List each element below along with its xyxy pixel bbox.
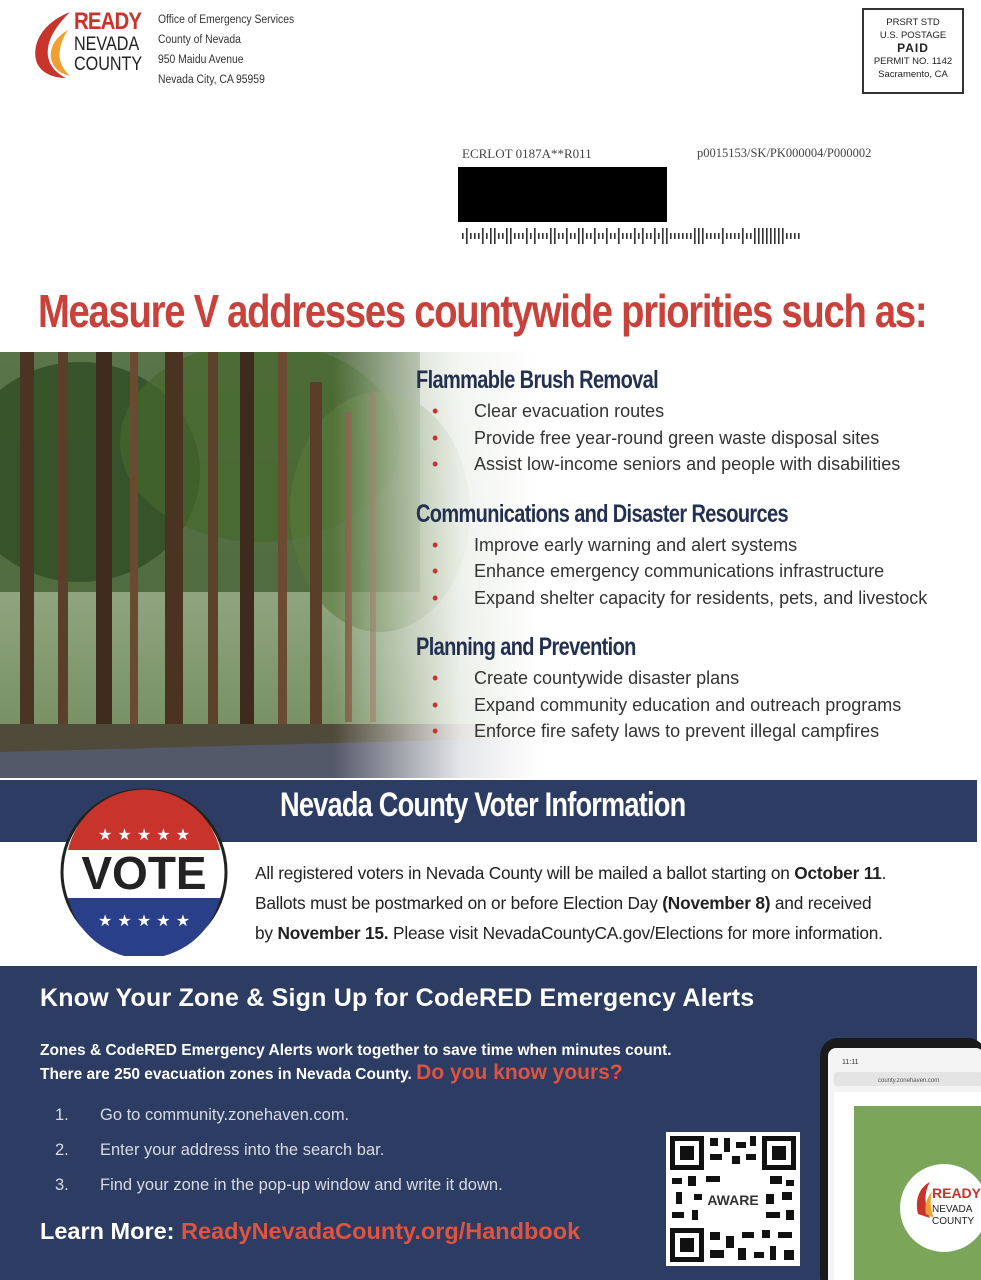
barcode-bar [490,228,492,244]
redacted-address-block [458,167,667,222]
voter-text-span: Please visit NevadaCountyCA.gov/Elections for more information. [388,923,883,943]
barcode-bar [570,233,572,239]
barcode-bar [630,233,632,239]
barcode-bar [718,233,720,239]
barcode-bar [642,228,644,244]
barcode-bar [694,228,696,244]
barcode-bar [626,233,628,239]
barcode-bar [690,233,692,239]
phone-logo-county: COUNTY [932,1216,975,1227]
bullet-icon: • [432,587,439,608]
bullet-icon: • [432,694,439,715]
list-item [432,532,981,559]
return-address-line: 950 Maidu Avenue [158,54,244,66]
list-item [432,425,981,452]
postage-line: PRSRT STD [886,17,940,28]
step-number: 2. [55,1141,69,1159]
barcode-bar [774,228,776,244]
barcode-bar [654,228,656,244]
priority-heading-communications: Communications and Disaster Resources [416,499,788,528]
phone-logo-nevada: NEVADA [932,1204,973,1215]
priority-heading-planning: Planning and Prevention [416,633,636,661]
barcode-bar [686,233,688,239]
barcode-bar [466,228,468,244]
barcode-bar [658,233,660,239]
barcode-bar [746,233,748,239]
step-item [55,1141,503,1176]
voter-info-title: Nevada County Voter Information [280,786,686,824]
bullet-icon: • [432,401,439,421]
barcode-bar [574,233,576,239]
list-item [432,585,981,612]
barcode-bar [542,233,544,239]
barcode-bar [578,228,580,244]
codered-title: Know Your Zone & Sign Up for CodeRED Emergency Alerts [40,984,755,1012]
voter-date-november-15: November 15. [277,923,389,943]
step-number: 3. [55,1176,69,1194]
logo-nevada-text: NEVADA [74,34,140,55]
voter-text-span: by [255,923,278,943]
step-item [55,1106,503,1141]
barcode-bar [514,233,516,239]
barcode-bar [778,228,780,244]
logo-ready-text: READY [74,8,142,35]
barcode-bar [786,233,788,239]
barcode-bar [798,233,800,239]
step-text: Enter your address into the search bar. [100,1141,385,1159]
barcode-bar [710,233,712,239]
barcode-bar [462,233,464,239]
bullet-icon: • [432,721,439,741]
barcode-bar [518,233,520,239]
handbook-link[interactable]: ReadyNevadaCounty.org/Handbook [181,1218,581,1244]
codered-steps [55,1106,503,1211]
barcode-bar [758,228,760,244]
barcode-bar [602,233,604,239]
barcode-bar [706,233,708,239]
list-item [432,398,981,425]
barcode-bar [566,228,568,244]
barcode-bar [674,233,676,239]
barcode-bar [622,233,624,239]
barcode-bar [678,233,680,239]
barcode-bar [478,233,480,239]
voter-text-span: Ballots must be postmarked on or before Election Day [255,893,663,913]
priority-items-planning [432,665,981,745]
list-item-text: Improve early warning and alert systems [474,534,798,555]
barcode-bar [554,228,556,244]
ready-nevada-county-logo [30,8,150,80]
priority-items-communications [432,532,981,612]
bullet-icon: • [432,668,439,688]
barcode-bar [502,233,504,239]
barcode-bar [494,228,496,244]
list-item-text: Enhance emergency communications infrastructure [474,561,885,581]
logo-county-text: COUNTY [74,54,143,75]
postal-barcode [462,228,802,244]
bullet-icon: • [432,454,439,474]
barcode-bar [770,228,772,244]
barcode-bar [530,233,532,239]
step-text: Find your zone in the pop-up window and write it down. [100,1176,503,1194]
barcode-bar [742,228,744,244]
bullet-icon: • [432,534,439,555]
barcode-bar [782,228,784,244]
barcode-bar [638,233,640,239]
postage-line: Sacramento, CA [878,69,948,80]
barcode-bar [646,233,648,239]
barcode-bar [590,233,592,239]
codered-zones-text: There are 250 evacuation zones in Nevada County. [40,1066,412,1083]
barcode-bar [550,228,552,244]
postage-indicia [862,8,964,94]
barcode-bar [594,228,596,244]
barcode-bar [538,233,540,239]
barcode-bar [766,228,768,244]
codered-intro-line: Zones & CodeRED Emergency Alerts work together to save time when minutes count. [40,1042,672,1059]
step-item [55,1176,503,1211]
barcode-bar [650,233,652,239]
list-item-text: Clear evacuation routes [474,401,665,421]
list-item-text: Enforce fire safety laws to prevent illegal campfires [474,721,880,741]
qr-code-icon[interactable] [666,1132,800,1266]
svg-text:★ ★ ★ ★ ★: ★ ★ ★ ★ ★ [97,911,191,930]
barcode-bar [546,233,548,239]
list-item-text: Assist low-income seniors and people with disabilities [474,454,901,474]
barcode-bar [738,233,740,239]
barcode-bar [634,228,636,244]
priority-heading-brush: Flammable Brush Removal [416,366,659,394]
barcode-bar [470,233,472,239]
barcode-bar [794,233,796,239]
headline: Measure V addresses countywide priorities such as: [38,285,927,337]
list-item [432,718,981,745]
return-address-line: Office of Emergency Services [158,14,295,26]
step-text: Go to community.zonehaven.com. [100,1106,350,1124]
barcode-bar [670,233,672,239]
return-address-line: Nevada City, CA 95959 [158,74,265,86]
list-item-text: Expand community education and outreach programs [474,694,902,715]
barcode-bar [682,233,684,239]
phone-url: county.zonehaven.com [878,1078,940,1084]
barcode-bar [606,228,608,244]
learn-more [40,1218,580,1245]
svg-text:★ ★ ★ ★ ★: ★ ★ ★ ★ ★ [97,825,191,844]
barcode-bar [510,228,512,244]
voter-text-span: All registered voters in Nevada County will be mailed a ballot starting on [255,863,795,883]
list-item [432,692,981,719]
list-item [432,558,981,585]
postage-paid: PAID [897,41,929,55]
codered-question: Do you know yours? [416,1061,623,1084]
barcode-bar [762,228,764,244]
step-number: 1. [55,1106,69,1124]
barcode-bar [726,233,728,239]
barcode-bar [582,228,584,244]
list-item [432,665,981,692]
barcode-bar [722,228,724,244]
list-item-text: Expand shelter capacity for residents, pets, and livestock [474,587,928,608]
voter-text-span: . [881,863,887,883]
list-item-text: Create countywide disaster plans [474,668,740,688]
barcode-bar [498,233,500,239]
qr-aware-label: AWARE [707,1192,759,1208]
barcode-bar [534,228,536,244]
bullet-icon: • [432,561,439,581]
priorities-list [416,366,981,767]
ecr-code: ECRLOT 0187A**R011 [462,146,592,161]
barcode-bar [586,233,588,239]
voter-date-november-8: (November 8) [662,893,771,913]
barcode-bar [482,228,484,244]
barcode-bar [562,233,564,239]
codered-intro-line [40,1062,672,1086]
barcode-bar [474,233,476,239]
barcode-bar [702,228,704,244]
postage-line: PERMIT NO. 1142 [873,56,953,67]
barcode-bar [734,233,736,239]
phone-time: 11:11 [842,1059,859,1066]
voter-info-line [255,858,981,888]
flame-icon [30,8,76,80]
list-item [432,451,981,478]
barcode-bar [610,233,612,239]
voter-text-span: and received [770,893,872,913]
barcode-bar [526,228,528,244]
barcode-bar [614,233,616,239]
barcode-bar [506,228,508,244]
codered-intro [40,1040,672,1086]
barcode-bar [790,233,792,239]
barcode-bar [666,228,668,244]
barcode-bar [486,233,488,239]
barcode-bar [558,233,560,239]
barcode-bar [750,233,752,239]
barcode-bar [598,233,600,239]
barcode-bar [698,228,700,244]
voter-info-text [255,858,981,948]
barcode-bar [618,228,620,244]
list-item-text: Provide free year-round green waste disposal sites [474,427,880,448]
barcode-bar [522,233,524,239]
priority-items-brush [432,398,981,478]
tracking-code: p0015153/SK/PK000004/P000002 [697,146,872,160]
barcode-bar [754,228,756,244]
learn-more-label: Learn More: [40,1218,175,1244]
voter-info-line [255,888,981,918]
smartphone-icon [818,1036,981,1280]
vote-badge-text: VOTE [81,847,207,899]
return-address-line: County of Nevada [158,34,241,46]
vote-badge-icon [60,788,228,956]
return-address [158,10,294,90]
voter-info-line [255,918,981,948]
postage-line: U.S. POSTAGE [879,30,947,41]
barcode-bar [730,233,732,239]
barcode-bar [662,228,664,244]
barcode-bar [714,233,716,239]
bullet-icon: • [432,427,439,448]
phone-logo-ready: READY [932,1185,981,1201]
voter-date-october: October 11 [794,863,882,883]
